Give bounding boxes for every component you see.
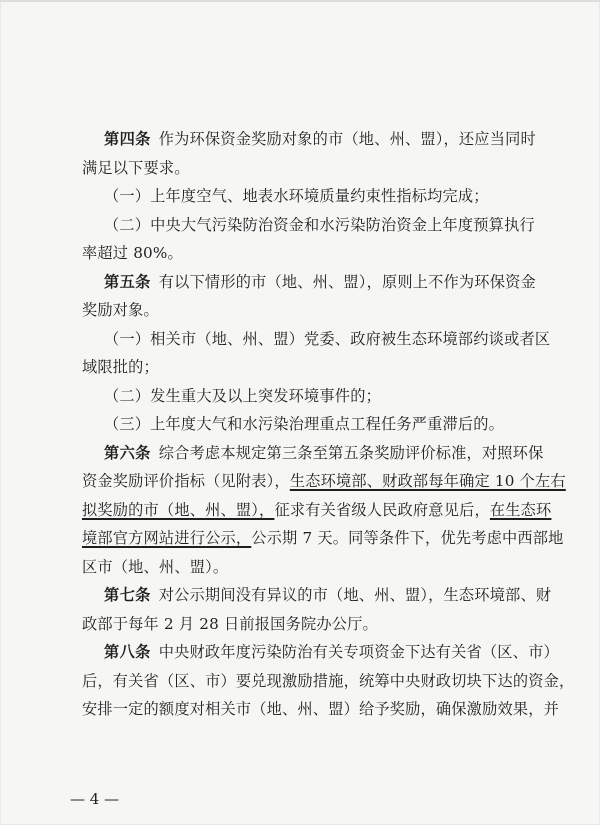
article-6-text-4-plain: 公示期 7 天。同等条件下，优先考虑中西部地 [251,529,564,547]
article-8 [82,638,575,724]
article-6-line-2 [82,467,566,496]
article-8-line-1 [82,638,559,667]
article-5-line-2: 奖励对象。 [82,301,159,319]
article-7 [82,581,552,638]
article-6-title: 第六条 [104,443,151,462]
article-4-line-2: 满足以下要求。 [82,158,190,177]
article-4-line-1 [82,125,537,154]
article-7-line-1 [82,581,552,610]
article-6 [82,439,566,582]
article-8-title: 第八条 [104,643,151,661]
article-6-text-2-underlined: 生态环境部、财政部每年确定 10 个左右 [289,472,566,490]
article-4-item-2-cont: 率超过 80%。 [82,244,183,262]
article-4-title: 第四条 [104,130,151,148]
article-5-line-1 [82,268,537,297]
article-6-line-3 [82,496,552,525]
article-7-line-2: 政部于每年 2 月 28 日前报国务院办公厅。 [82,614,378,633]
article-5-item-2: （二）发生重大及以上突发环境事件的； [104,386,381,405]
article-7-title: 第七条 [104,586,151,604]
article-6-text-3-plain: 征求有关省级人民政府意见后， [274,500,490,519]
article-5 [82,268,537,325]
article-6-text-4-underlined: 境部官方网站进行公示， [82,529,252,547]
article-6-line-4 [82,524,564,553]
article-8-line-2: 后，有关省（区、市）要兑现激励措施，统筹中央财政切块下达的资金， [82,671,575,690]
article-4-text-1: 作为环保资金奖励对象的市（地、州、盟），还应当同时 [158,130,536,148]
page-number: — 4 — [70,790,120,808]
article-8-line-3: 安排一定的额度对相关市（地、州、盟）给予奖励，确保激励效果，并 [82,700,560,718]
article-4 [82,125,537,182]
article-5-title: 第五条 [104,272,151,291]
article-5-item-3: （三）上年度大气和水污染治理重点工程任务严重滞后的。 [104,415,505,433]
article-8-text-1: 中央财政年度污染防治有关专项资金下达有关省（区、市） [158,643,559,661]
article-6-line-5: 区市（地、州、盟）。 [82,557,229,576]
article-6-text-3-underlined-b: 在生态环 [489,500,552,519]
article-4-item-2: （二）中央大气污染防治资金和水污染防治资金上年度预算执行 [104,215,535,234]
scan-edge [0,0,600,2]
article-6-line-1 [82,439,544,468]
article-5-item-1: （一）相关市（地、州、盟）党委、政府被生态环境部约谈或者区 [104,329,551,348]
article-6-text-3-underlined-a: 拟奖励的市（地、州、盟）， [82,500,275,519]
article-7-text-1: 对公示期间没有异议的市（地、州、盟），生态环境部、财 [158,586,552,604]
article-6-text-1: 综合考虑本规定第三条至第五条奖励评价标准，对照环保 [158,443,544,462]
article-5-text-1: 有以下情形的市（地、州、盟），原则上不作为环保资金 [158,272,536,291]
article-6-text-2-plain: 资金奖励评价指标（见附表）， [82,472,290,490]
article-4-item-1: （一）上年度空气、地表水环境质量约束性指标均完成； [104,187,489,205]
document-body [82,125,575,724]
article-5-item-1-cont: 域限批的； [82,358,159,376]
